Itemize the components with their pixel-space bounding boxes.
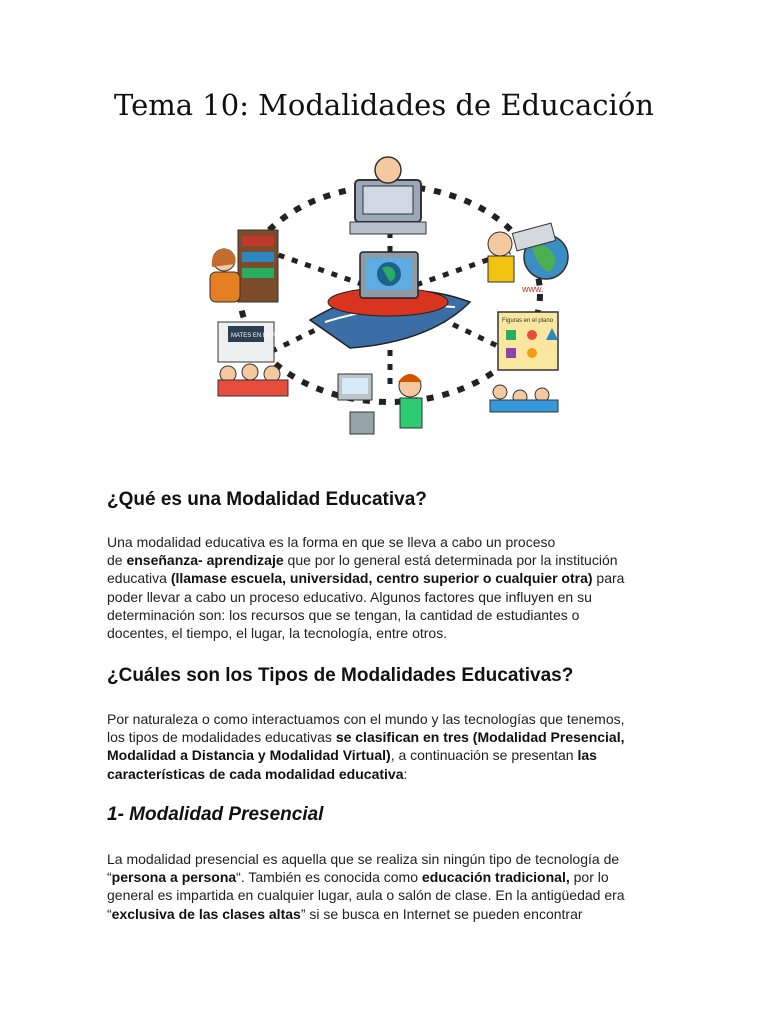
section2-heading: ¿Cuáles son los Tipos de Modalidades Educativas?	[107, 665, 574, 686]
section1-heading: ¿Qué es una Modalidad Educativa?	[107, 489, 427, 510]
section1-paragraph: Una modalidad educativa es la forma en que se lleva a cabo un proceso de enseñanza- aprendizaje que por lo general está determinada por la institución educativa (llamase escuela, universidad, centro superior o cualquier otra) para poder llevar a cabo un proceso educativo. Algunos factores que influyen en su determinación son: los recursos que se tengan, la cantidad de estudiantes o docentes, el tiempo, el lugar, la tecnología, entre otros.	[107, 534, 625, 642]
section3-paragraph: La modalidad presencial es aquella que se realiza sin ningún tipo de tecnología de “persona a persona“. También es conocida como educación tradicional, por lo general es impartida en cualquier lugar, aula o salón de clase. En la antigüedad era “exclusiva de las clases altas” si se busca en Internet se pueden encontrar	[107, 851, 625, 922]
education-modalities-illustration	[200, 152, 580, 452]
www-label: www.	[522, 284, 544, 294]
section3-heading: 1- Modalidad Presencial	[107, 804, 324, 825]
board-banner: Figuras en el plano	[502, 318, 554, 324]
page-title: Tema 10: Modalidades de Educación	[114, 88, 654, 122]
classroom-icon	[218, 322, 288, 396]
library-reader-icon	[210, 230, 278, 302]
teacher-computer-icon	[350, 157, 426, 234]
central-computer-icon	[310, 252, 470, 348]
classroom-banner: MATES EN LA RED	[231, 333, 285, 339]
section2-paragraph: Por naturaleza o como interactuamos con el mundo y las tecnologías que tenemos, los tipos de modalidades educativas se clasifican en tres (Modalidad Presencial, Modalidad a Distancia y Modalidad Virtual), a continuación se presentan las características de cada modalidad educativa:	[107, 711, 625, 782]
child-globe-icon	[488, 223, 568, 294]
shapes-board-icon	[490, 312, 558, 412]
